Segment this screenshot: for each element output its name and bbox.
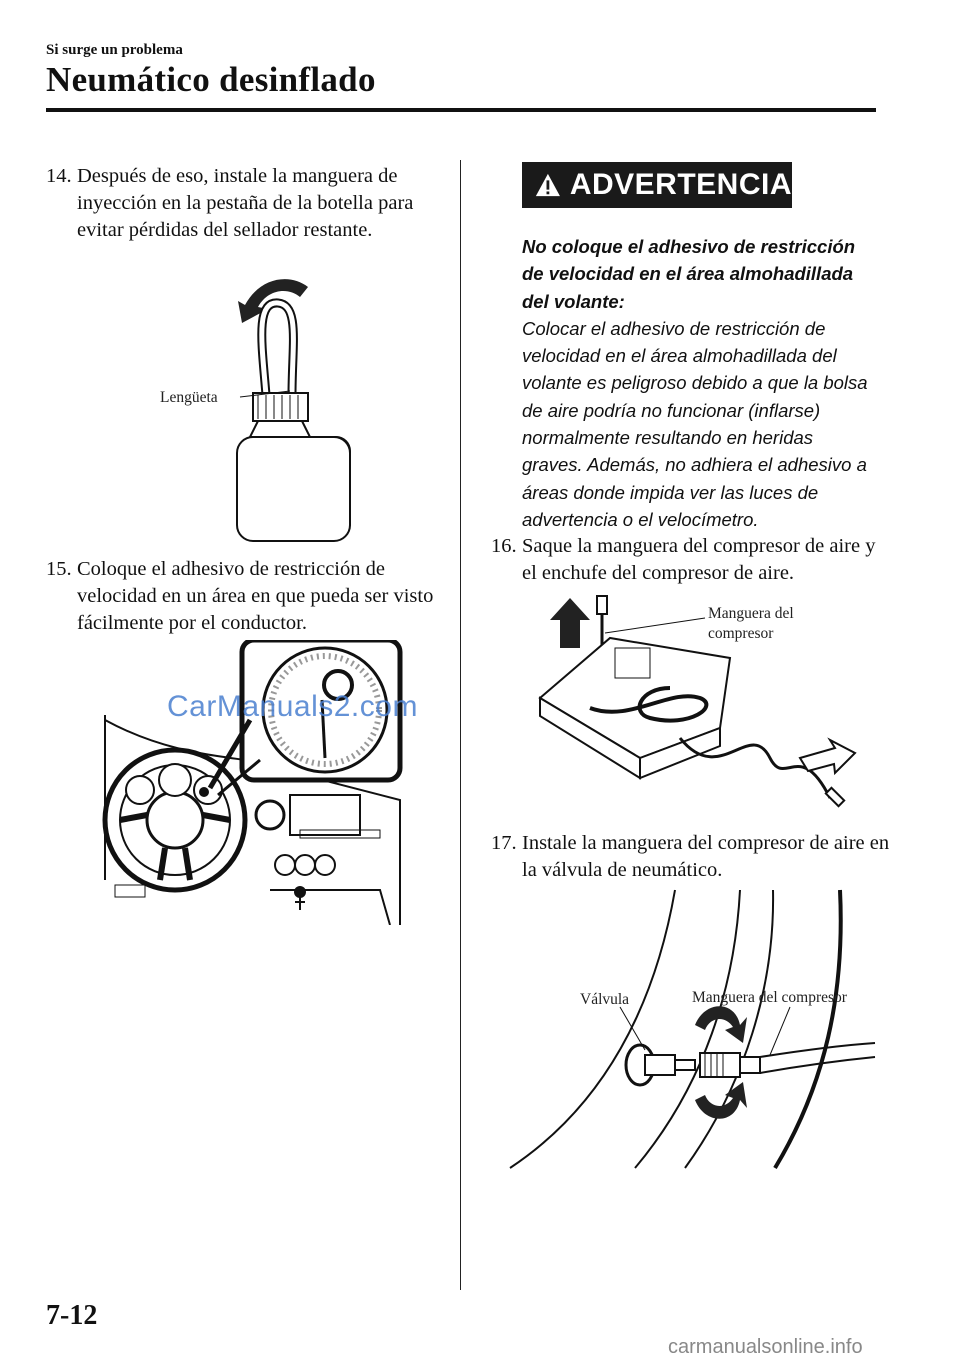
warning-text — [522, 233, 877, 533]
title-divider — [46, 108, 876, 112]
column-divider — [460, 160, 461, 1290]
page-number: 7-12 — [46, 1300, 98, 1331]
step-15 — [46, 556, 446, 637]
watermark: CarManuals2.com — [167, 690, 418, 723]
compressor-hose-label-line1: Manguera del — [708, 605, 794, 622]
step-text: Después de eso, instale la manguera de inyección en la pestaña de la botella para evitar pérdidas del sellador restante. — [77, 165, 414, 241]
page-title: Neumático desinflado — [46, 60, 376, 99]
step-17 — [491, 830, 891, 884]
dashboard-illustration — [100, 640, 410, 925]
warning-body: Colocar el adhesivo de restricción de velocidad en el área almohadillada del volante es peligroso debido a que la bolsa de aire podría no funcionar (inflarse) normalmente resultando en heridas graves. Además, no adhiera el adhesivo a áreas donde impida ver las luces de advertencia o el velocímetro. — [522, 317, 868, 530]
step-14 — [46, 163, 446, 244]
compressor-hose-label — [708, 604, 794, 644]
step-number: 17. — [491, 832, 517, 854]
step-16 — [491, 533, 891, 587]
warning-triangle-icon — [534, 171, 562, 199]
step-text: Instale la manguera del compresor de aire en la válvula de neumático. — [522, 832, 890, 881]
section-heading: Si surge un problema — [46, 42, 183, 58]
valve-label: Válvula — [580, 991, 630, 1008]
step-text: Coloque el adhesivo de restricción de velocidad en un área en que pueda ser visto fácilmente por el conductor. — [77, 558, 434, 634]
site-watermark: carmanualsonline.info — [668, 1336, 863, 1358]
warning-badge — [522, 162, 792, 208]
compressor-illustration — [530, 588, 870, 818]
warning-badge-label: ADVERTENCIA — [569, 168, 792, 201]
warning-heading: No coloque el adhesivo de restricción de velocidad en el área almohadillada del volante: — [522, 236, 856, 312]
tab-label: Lengüeta — [160, 389, 218, 406]
compressor-hose-label-line2: compresor — [708, 625, 774, 642]
compressor-hose-label-2: Manguera del compresor — [692, 989, 847, 1006]
step-number: 14. — [46, 165, 72, 187]
step-text: Saque la manguera del compresor de aire y el enchufe del compresor de aire. — [522, 535, 876, 584]
step-number: 16. — [491, 535, 517, 557]
tire-valve-illustration — [505, 885, 885, 1175]
step-number: 15. — [46, 558, 72, 580]
